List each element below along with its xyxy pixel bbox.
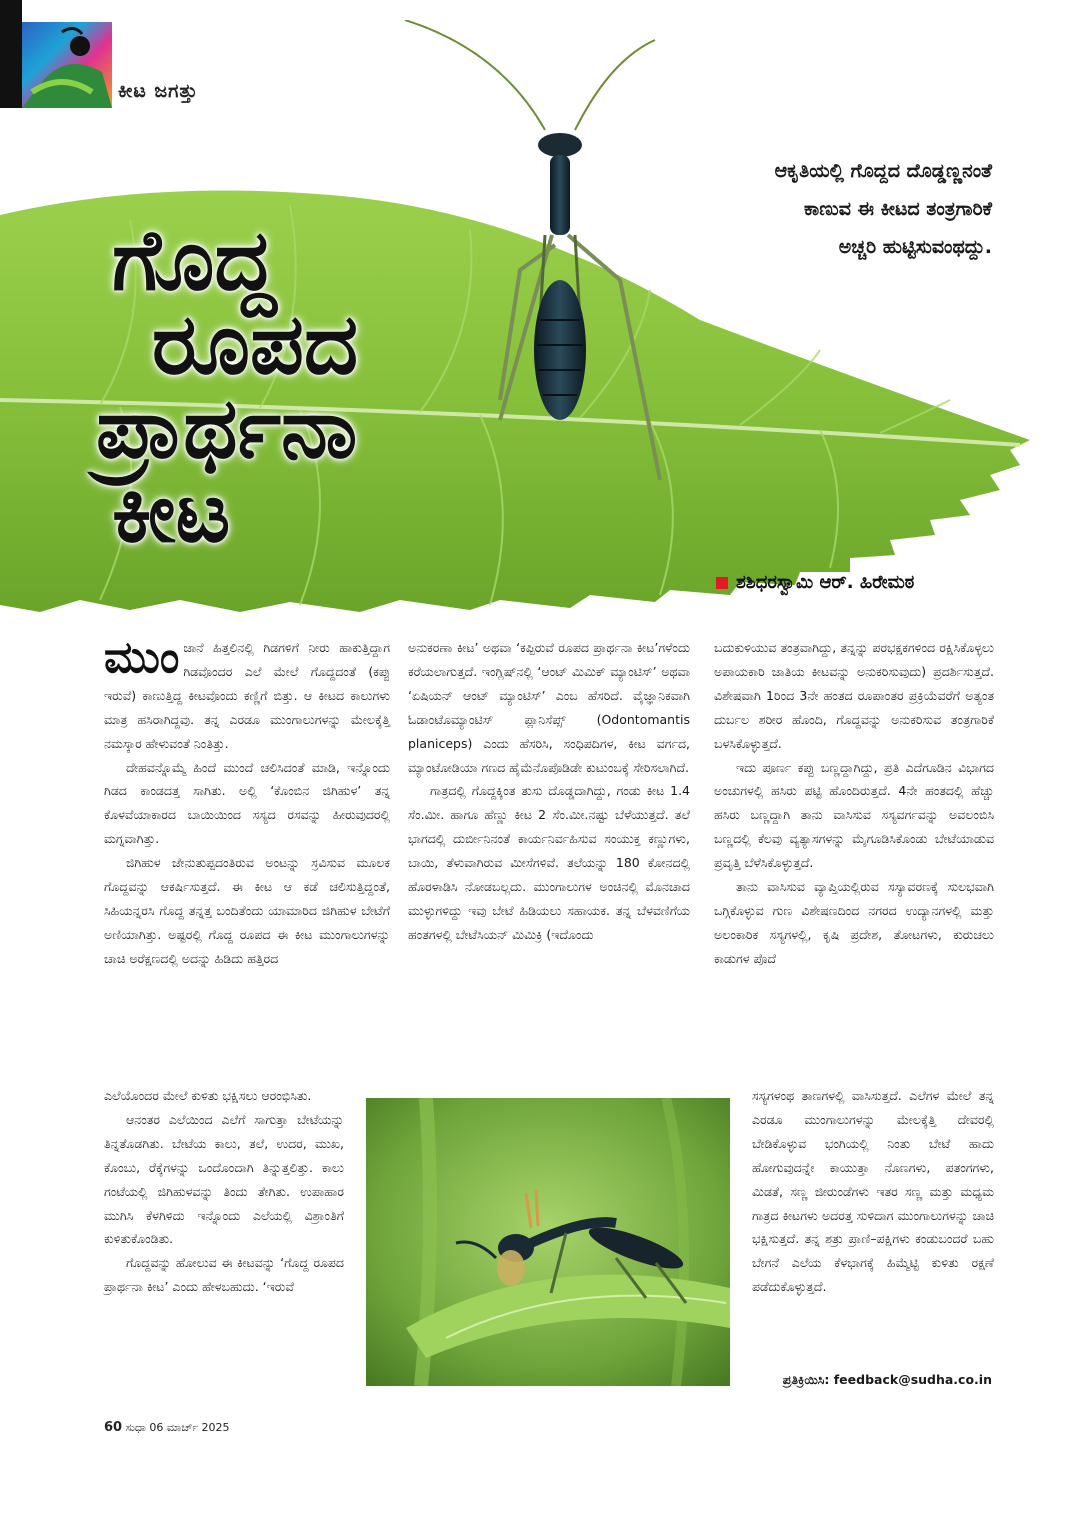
paragraph: ಸಸ್ಯಗಳಂಥ ತಾಣಗಳಲ್ಲಿ ವಾಸಿಸುತ್ತದೆ. ಎಲೆಗಳ ಮೇಲೆ ತನ್ನ ಎರಡೂ ಮುಂಗಾಲುಗಳನ್ನು ಮೇಲಕ್ಕೆತ್ತಿ ದೇವರಲ್ಲಿ ಬೇಡಿಕೊಳ್ಳುವ ಭಂಗಿಯಲ್ಲಿ ನಿಂತು ಬೇಟೆ ಹಾದು ಹೋಗುವುದನ್ನೇ ಕಾಯುತ್ತಾ ನೊಣಗಳು, ಪತಂಗಗಳು, ಮಿಡತೆ, ಸಣ್ಣ ಜೀರುಂಡೆಗಳು ಇತರ ಸಣ್ಣ ಮತ್ತು ಮಧ್ಯಮ ಗಾತ್ರದ ಕೀಟಗಳು ಅದರತ್ತ ಸುಳಿದಾಗ ಮುಂಗಾಲುಗಳನ್ನು ಚಾಚಿ ಭಕ್ಷಿಸುತ್ತದೆ. ತನ್ನ ಶತ್ರು ಪ್ರಾಣಿ–ಪಕ್ಷಿಗಳು ಕಂಡುಬಂದರೆ ಬಹು ಬೇಗನೆ ಎಲೆಯ ಕೆಳಭಾಗಕ್ಕೆ ಹಿಮ್ಮೆಟ್ಟಿ ಕುಳಿತು ರಕ್ಷಣೆ ಪಡೆದುಕೊಳ್ಳುತ್ತದೆ. — [752, 1088, 994, 1295]
body-column-1 — [104, 632, 390, 971]
byline-marker — [716, 577, 728, 589]
magazine-name: ಸುಧಾ — [125, 1421, 146, 1434]
headline-line: ಪ್ರಾರ್ಥನಾ — [96, 379, 358, 477]
headline-line: ರೂಪದ — [152, 295, 359, 393]
headline-line: ಕೀಟ — [112, 463, 231, 561]
body-column-3-continued — [752, 1084, 994, 1299]
mantis-feeding-photo — [366, 1098, 730, 1386]
section-name: ಕೀಟ ಜಗತ್ತು — [118, 80, 199, 102]
body-column-2 — [408, 636, 690, 947]
paragraph: ಗಾತ್ರದಲ್ಲಿ ಗೊದ್ದಕ್ಕಿಂತ ತುಸು ದೊಡ್ಡದಾಗಿದ್ದು, ಗಂಡು ಕೀಟ 1.4 ಸೆಂ.ಮೀ. ಹಾಗೂ ಹೆಣ್ಣು ಕೀಟ 2 ಸೆಂ.ಮೀ.ನಷ್ಟು ಬೆಳೆಯುತ್ತದೆ. ತಲೆ ಭಾಗದಲ್ಲಿ ದುರ್ಬೀನಿನಂತೆ ಕಾರ್ಯನಿರ್ವಹಿಸುವ ಸಂಯುಕ್ತ ಕಣ್ಣುಗಳು, ಬಾಯಿ, ತೆಳುವಾಗಿರುವ ಮೀಸೆಗಳಿವೆ. ತಲೆಯನ್ನು 180 ಕೋನದಲ್ಲಿ ಹೊರಳಾಡಿಸಿ ನೋಡಬಲ್ಲದು. ಮುಂಗಾಲುಗಳ ಅಂಚಿನಲ್ಲಿ ಮೊನಚಾದ ಮುಳ್ಳುಗಳಿದ್ದು ಇವು ಬೇಟೆ ಹಿಡಿಯಲು ಸಹಾಯಕ. ತನ್ನ ಬೆಳವಣಿಗೆಯ ಹಂತಗಳಲ್ಲಿ ಬೇಟೆಸಿಯನ್ ಮಿಮಿಕ್ರಿ (ಇದೊಂದು — [408, 783, 690, 942]
drop-cap: ಮುಂ — [104, 632, 180, 683]
paragraph: ತಾನು ವಾಸಿಸುವ ವ್ಯಾಪ್ತಿಯಲ್ಲಿರುವ ಸಸ್ಯಾವರಣಕ್ಕೆ ಸುಲಭವಾಗಿ ಒಗ್ಗಿಕೊಳ್ಳುವ ಗುಣ ವಿಶೇಷಣದಿಂದ ನಗರದ ಉದ್ಯಾನಗಳಲ್ಲಿ ಮತ್ತು ಅಲಂಕಾರಿಕ ಸಸ್ಯಗಳಲ್ಲಿ, ಕೃಷಿ ಪ್ರದೇಶ, ತೋಟಗಳು, ಕುರುಚಲು ಕಾಡುಗಳ ಪೊದೆ — [714, 879, 994, 966]
body-column-1-continued — [104, 1084, 344, 1299]
dek-line: ಕಾಣುವ ಈ ಕೀಟದ ತಂತ್ರಗಾರಿಕೆ — [803, 198, 992, 220]
page-number: 60 — [104, 1420, 123, 1435]
paragraph: ಜಿಗಿಹುಳ ಜೇನುತುಪ್ಪದಂತಿರುವ ಅಂಟನ್ನು ಸ್ರವಿಸುವ ಮೂಲಕ ಗೊದ್ದವನ್ನು ಆಕರ್ಷಿಸುತ್ತದೆ. ಈ ಕೀಟ ಆ ಕಡೆ ಚಲಿಸುತ್ತಿದ್ದಂತೆ, ಸಿಹಿಯನ್ನರಸಿ ಗೊದ್ದ ತನ್ನತ್ತ ಬಂದಿತೆಂದು ಯಾಮಾರಿದ ಜಿಗಿಹುಳ ಬೇಟೆಗೆ ಅಣಿಯಾಗಿತ್ತು. ಅಷ್ಟರಲ್ಲಿ ಗೊದ್ದ ರೂಪದ ಈ ಕೀಟ ಮುಂಗಾಲುಗಳನ್ನು ಚಾಚಿ ಅರೆಕ್ಷಣದಲ್ಲಿ ಅದನ್ನು ಹಿಡಿದು ಹತ್ತಿರದ — [104, 855, 390, 966]
paragraph: ಮುಂಜಾನೆ ಹಿತ್ತಲಿನಲ್ಲಿ ಗಿಡಗಳಿಗೆ ನೀರು ಹಾಕುತ್ತಿದ್ದಾಗ ಗಿಡವೊಂದರ ಎಲೆ ಮೇಲೆ ಗೊದ್ದದಂತೆ (ಕಪ್ಪು ಇರುವೆ) ಕಾಣುತ್ತಿದ್ದ ಕೀಟವೊಂದು ಕಣ್ಣಿಗೆ ಬಿತ್ತು. ಆ ಕೀಟದ ಕಾಲುಗಳು ಮಾತ್ರ ಹಸಿರಾಗಿದ್ದವು. ತನ್ನ ಎರಡೂ ಮುಂಗಾಲುಗಳನ್ನು ಮೇಲಕ್ಕೆತ್ತಿ ನಮಸ್ಕಾರ ಹೇಳುವಂತೆ ನಿಂತಿತ್ತು. — [104, 632, 390, 751]
paragraph: ಗೊದ್ದವನ್ನು ಹೋಲುವ ಈ ಕೀಟವನ್ನು ‘ಗೊದ್ದ ರೂಪದ ಪ್ರಾರ್ಥನಾ ಕೀಟ’ ಎಂದು ಹೇಳಬಹುದು. ‘ಇರುವೆ — [104, 1255, 344, 1295]
paragraph: ಎಲೆಯೊಂದರ ಮೇಲೆ ಕುಳಿತು ಭಕ್ಷಿಸಲು ಆರಂಭಿಸಿತು. — [104, 1088, 312, 1103]
paragraph: ಅನುಕರಣಾ ಕೀಟ’ ಅಥವಾ ‘ಕಪ್ಪಿರುವೆ ರೂಪದ ಪ್ರಾರ್ಥನಾ ಕೀಟ’ಗಳೆಂದು ಕರೆಯಲಾಗುತ್ತದೆ. ಇಂಗ್ಲಿಷ್‌ನಲ್ಲಿ ‘ಆಂಟ್ ಮಿಮಿಕ್ ಮ್ಯಾಂಟಿಸ್’ ಅಥವಾ ‘ಏಷಿಯನ್ ಆಂಟ್ ಮ್ಯಾಂಟಿಸ್’ ಎಂಬ ಹೆಸರಿದೆ. ವೈಜ್ಞಾನಿಕವಾಗಿ ಓಡಾಂಟೊಮ್ಯಾಂಟಿಸ್ ಪ್ಲಾನಿಸೆಪ್ಸ್ (Odontomantis planiceps) ಎಂದು ಹೆಸರಿಸಿ, ಸಂಧಿಪದಿಗಳ, ಕೀಟ ವರ್ಗದ, ಮ್ಯಾಂಟೋಡಿಯಾ ಗಣದ ಹೈಮೆನೊಪೊಡಿಡೇ ಕುಟುಂಬಕ್ಕೆ ಸೇರಿಸಲಾಗಿದೆ. — [408, 640, 690, 775]
author-name: ಶಶಿಧರಸ್ವಾಮಿ ಆರ್. ಹಿರೇಮಠ — [736, 572, 915, 593]
article-byline — [716, 572, 914, 593]
paragraph: ದೇಹವನ್ನೊಮ್ಮೆ ಹಿಂದೆ ಮುಂದೆ ಚಲಿಸಿದಂತೆ ಮಾಡಿ, ಇನ್ನೊಂದು ಗಿಡದ ಕಾಂಡದತ್ತ ಸಾಗಿತು. ಅಲ್ಲಿ ‘ಕೊಂಬಿನ ಜಿಗಿಹುಳ’ ತನ್ನ ಕೊಳವೆಯಾಕಾರದ ಬಾಯಿಯಿಂದ ಸಸ್ಯದ ರಸವನ್ನು ಹೀರುವುದರಲ್ಲಿ ಮಗ್ನವಾಗಿತ್ತು. — [104, 759, 390, 847]
paragraph: ಆನಂತರ ಎಲೆಯಿಂದ ಎಲೆಗೆ ಸಾಗುತ್ತಾ ಬೇಟೆಯನ್ನು ತಿನ್ನತೊಡಗಿತು. ಬೇಟೆಯ ಕಾಲು, ತಲೆ, ಉದರ, ಮುಖ, ಕೊಂಬು, ರೆಕ್ಕೆಗಳನ್ನು ಒಂದೊಂದಾಗಿ ತಿನ್ನುತ್ತಲಿತ್ತು. ಕಾಲು ಗಂಟೆಯಲ್ಲಿ ಜಿಗಿಹುಳವನ್ನು ತಿಂದು ತೇಗಿತು. ಉಪಾಹಾರ ಮುಗಿಸಿ ಕೆಳಗಿಳಿದು ಇನ್ನೊಂದು ಎಲೆಯಲ್ಲಿ ವಿಶ್ರಾಂತಿಗೆ ಕುಳಿತುಕೊಂಡಿತು. — [104, 1111, 344, 1247]
feedback-line: ಪ್ರತಿಕ್ರಿಯಿಸಿ: feedback@sudha.co.in — [782, 1372, 992, 1387]
issue-date: 06 ಮಾರ್ಚ್ 2025 — [149, 1421, 230, 1434]
paragraph: ಬದುಕುಳಿಯುವ ತಂತ್ರವಾಗಿದ್ದು, ತನ್ನನ್ನು ಪರಭಕ್ಷಕಗಳಿಂದ ರಕ್ಷಿಸಿಕೊಳ್ಳಲು ಅಪಾಯಕಾರಿ ಜಾತಿಯ ಕೀಟವನ್ನು ಅನುಕರಿಸುವುದು) ಪ್ರದರ್ಶಿಸುತ್ತದೆ. ವಿಶೇಷವಾಗಿ 1ರಿಂದ 3ನೇ ಹಂತದ ರೂಪಾಂತರ ಪ್ರಕ್ರಿಯೆವರೆಗೆ ಅತ್ಯಂತ ದುರ್ಬಲ ಶರೀರ ಹೊಂದಿ, ಗೊದ್ದವನ್ನು ಅನುಕರಿಸುವ ತಂತ್ರಗಾರಿಕೆ ಬಳಸಿಕೊಳ್ಳುತ್ತದೆ. — [714, 640, 994, 751]
page-folio — [104, 1420, 230, 1435]
dek-line: ಅಚ್ಚರಿ ಹುಟ್ಟಿಸುವಂಥದ್ದು. — [838, 236, 992, 258]
dek-line: ಆಕೃತಿಯಲ್ಲಿ ಗೊದ್ದದ ದೊಡ್ಡಣ್ಣನಂತೆ — [774, 160, 992, 182]
article-headline — [96, 211, 532, 561]
article-dek — [672, 152, 992, 266]
body-column-3 — [714, 636, 994, 971]
paragraph: ಇದು ಪೂರ್ಣ ಕಪ್ಪು ಬಣ್ಣದ್ದಾಗಿದ್ದು, ಪ್ರತಿ ಎದೆಗೂಡಿನ ವಿಭಾಗದ ಅಂಚುಗಳಲ್ಲಿ ಹಸಿರು ಪಟ್ಟಿ ಹೊಂದಿರುತ್ತದೆ. 4ನೇ ಹಂತದಲ್ಲಿ ಹೆಚ್ಚು ಹಸಿರು ಬಣ್ಣದ್ದಾಗಿ ತಾನು ವಾಸಿಸುವ ಸಸ್ಯವರ್ಗವನ್ನು ಅವಲಂಬಿಸಿ ಬಣ್ಣದಲ್ಲಿ ಕೆಲವು ವ್ಯತ್ಯಾಸಗಳನ್ನು ಮೈಗೂಡಿಸಿಕೊಂಡು ಬೇಟೆಯಾಡುವ ಪ್ರವೃತ್ತಿ ಬೆಳೆಸಿಕೊಳ್ಳುತ್ತದೆ. — [714, 759, 994, 871]
headline-line: ಗೊದ್ದ — [112, 211, 277, 309]
